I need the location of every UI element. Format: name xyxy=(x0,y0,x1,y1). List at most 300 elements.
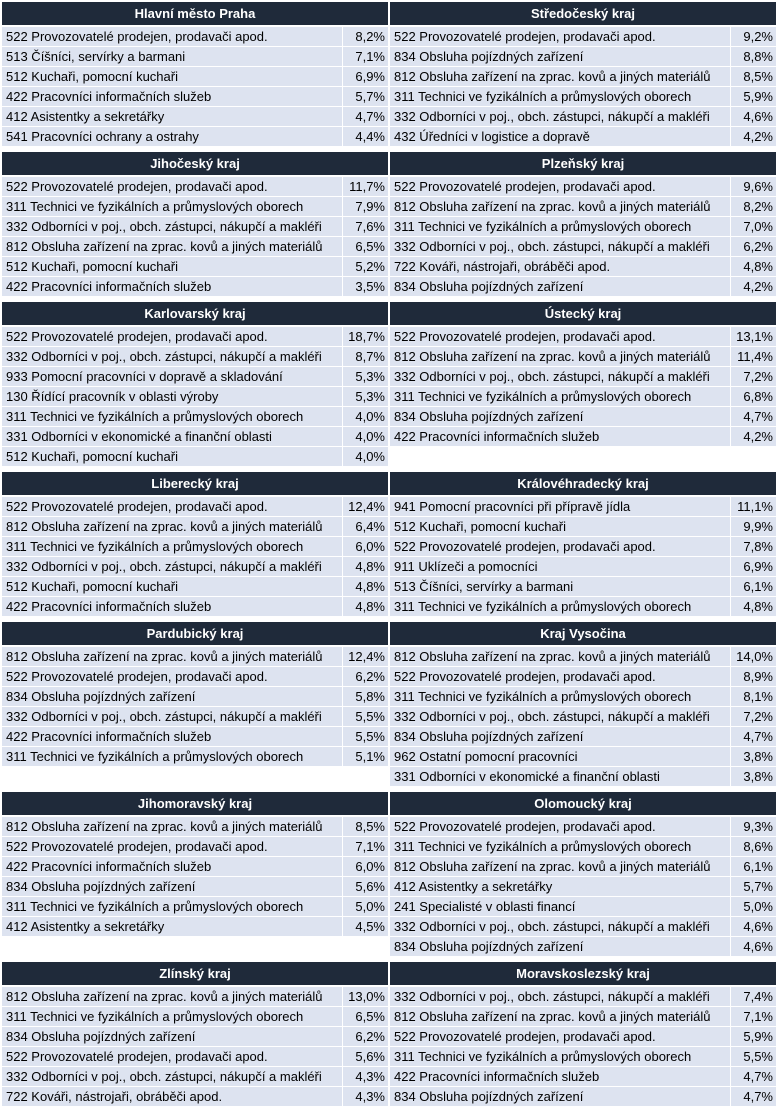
table-row xyxy=(390,1067,776,1087)
share-value: 4,0% xyxy=(343,447,389,467)
share-value: 5,6% xyxy=(343,1047,389,1067)
table-row xyxy=(2,897,388,917)
region-panel xyxy=(2,962,388,1107)
occupation-label: 513 Číšníci, servírky a barmani xyxy=(2,47,343,67)
occupation-label: 412 Asistentky a sekretářky xyxy=(2,917,343,937)
table-row xyxy=(390,667,776,687)
occupation-label: 422 Pracovníci informačních služeb xyxy=(390,427,731,447)
table-row xyxy=(2,917,388,937)
share-value: 7,4% xyxy=(731,987,777,1007)
occupation-label: 311 Technici ve fyzikálních a průmyslových oborech xyxy=(2,747,343,767)
occupation-label: 722 Kováři, nástrojaři, obráběči apod. xyxy=(2,1087,343,1107)
share-value: 4,2% xyxy=(731,427,777,447)
share-value: 4,6% xyxy=(731,917,777,937)
table-row xyxy=(390,107,776,127)
occupation-label: 311 Technici ve fyzikálních a průmyslových oborech xyxy=(2,1007,343,1027)
occupation-label: 941 Pomocní pracovníci při přípravě jídla xyxy=(390,497,731,517)
region-panel xyxy=(390,962,776,1107)
table-row xyxy=(390,817,776,837)
share-value: 6,5% xyxy=(343,237,389,257)
region-panel xyxy=(390,302,776,447)
share-value: 8,7% xyxy=(343,347,389,367)
table-row xyxy=(390,877,776,897)
occupation-label: 332 Odborníci v poj., obch. zástupci, nákupčí a makléři xyxy=(2,1067,343,1087)
share-value: 3,8% xyxy=(731,747,777,767)
region-panel xyxy=(2,152,388,297)
region-title: Jihočeský kraj xyxy=(2,152,388,175)
region-title: Hlavní město Praha xyxy=(2,2,388,25)
region-panel xyxy=(390,792,776,957)
occupation-label: 812 Obsluha zařízení na zprac. kovů a jiných materiálů xyxy=(2,987,343,1007)
occupation-table xyxy=(2,497,388,617)
share-value: 4,8% xyxy=(343,577,389,597)
occupation-label: 311 Technici ve fyzikálních a průmyslových oborech xyxy=(2,197,343,217)
region-panel xyxy=(390,622,776,787)
table-row xyxy=(390,557,776,577)
share-value: 4,5% xyxy=(343,917,389,937)
occupation-label: 834 Obsluha pojízdných zařízení xyxy=(2,877,343,897)
occupation-label: 522 Provozovatelé prodejen, prodavači apod. xyxy=(2,667,343,687)
share-value: 4,2% xyxy=(731,127,777,147)
occupation-label: 422 Pracovníci informačních služeb xyxy=(390,1067,731,1087)
occupation-table xyxy=(390,177,776,297)
share-value: 4,7% xyxy=(731,407,777,427)
occupation-label: 512 Kuchaři, pomocní kuchaři xyxy=(2,447,343,467)
share-value: 9,9% xyxy=(731,517,777,537)
occupation-label: 241 Specialisté v oblasti financí xyxy=(390,897,731,917)
table-row xyxy=(390,687,776,707)
share-value: 8,5% xyxy=(731,67,777,87)
share-value: 4,0% xyxy=(343,407,389,427)
occupation-label: 513 Číšníci, servírky a barmani xyxy=(390,577,731,597)
table-row xyxy=(390,87,776,107)
share-value: 7,0% xyxy=(731,217,777,237)
occupation-label: 311 Technici ve fyzikálních a průmyslových oborech xyxy=(390,837,731,857)
occupation-label: 933 Pomocní pracovníci v dopravě a skladování xyxy=(2,367,343,387)
share-value: 4,7% xyxy=(343,107,389,127)
region-title: Kraj Vysočina xyxy=(390,622,776,645)
occupation-table xyxy=(390,497,776,617)
share-value: 8,1% xyxy=(731,687,777,707)
occupation-label: 834 Obsluha pojízdných zařízení xyxy=(390,47,731,67)
occupation-label: 812 Obsluha zařízení na zprac. kovů a jiných materiálů xyxy=(2,817,343,837)
occupation-label: 311 Technici ve fyzikálních a průmyslových oborech xyxy=(390,217,731,237)
table-row xyxy=(390,27,776,47)
table-row xyxy=(2,277,388,297)
share-value: 18,7% xyxy=(343,327,389,347)
table-row xyxy=(2,447,388,467)
occupation-label: 834 Obsluha pojízdných zařízení xyxy=(2,687,343,707)
occupation-table xyxy=(390,817,776,957)
region-panel xyxy=(2,302,388,467)
table-row xyxy=(390,987,776,1007)
occupation-label: 311 Technici ve fyzikálních a průmyslových oborech xyxy=(2,897,343,917)
table-row xyxy=(2,747,388,767)
share-value: 7,1% xyxy=(343,47,389,67)
table-row xyxy=(390,67,776,87)
share-value: 4,7% xyxy=(731,727,777,747)
share-value: 4,2% xyxy=(731,277,777,297)
share-value: 8,2% xyxy=(731,197,777,217)
region-title: Pardubický kraj xyxy=(2,622,388,645)
occupation-label: 812 Obsluha zařízení na zprac. kovů a jiných materiálů xyxy=(390,857,731,877)
table-row xyxy=(2,1067,388,1087)
share-value: 11,7% xyxy=(343,177,389,197)
occupation-label: 722 Kováři, nástrojaři, obráběči apod. xyxy=(390,257,731,277)
occupation-table xyxy=(390,647,776,787)
table-row xyxy=(2,647,388,667)
region-title: Jihomoravský kraj xyxy=(2,792,388,815)
occupation-label: 522 Provozovatelé prodejen, prodavači apod. xyxy=(2,177,343,197)
table-row xyxy=(390,1007,776,1027)
table-row xyxy=(390,427,776,447)
table-row xyxy=(390,177,776,197)
share-value: 7,1% xyxy=(343,837,389,857)
table-row xyxy=(390,747,776,767)
table-row xyxy=(390,327,776,347)
table-row xyxy=(2,27,388,47)
occupation-label: 311 Technici ve fyzikálních a průmyslových oborech xyxy=(2,537,343,557)
occupation-label: 834 Obsluha pojízdných zařízení xyxy=(390,407,731,427)
occupation-label: 332 Odborníci v poj., obch. zástupci, nákupčí a makléři xyxy=(390,367,731,387)
table-row xyxy=(2,197,388,217)
table-row xyxy=(2,877,388,897)
table-row xyxy=(390,857,776,877)
occupation-label: 422 Pracovníci informačních služeb xyxy=(2,277,343,297)
table-row xyxy=(2,407,388,427)
region-panel xyxy=(390,2,776,147)
share-value: 6,1% xyxy=(731,577,777,597)
table-row xyxy=(390,727,776,747)
occupation-label: 812 Obsluha zařízení na zprac. kovů a jiných materiálů xyxy=(390,1007,731,1027)
occupation-label: 812 Obsluha zařízení na zprac. kovů a jiných materiálů xyxy=(390,197,731,217)
occupation-table xyxy=(390,27,776,147)
share-value: 8,6% xyxy=(731,837,777,857)
occupation-label: 331 Odborníci v ekonomické a finanční oblasti xyxy=(390,767,731,787)
occupation-label: 332 Odborníci v poj., obch. zástupci, nákupčí a makléři xyxy=(2,217,343,237)
occupation-label: 812 Obsluha zařízení na zprac. kovů a jiných materiálů xyxy=(2,517,343,537)
table-row xyxy=(2,1027,388,1047)
occupation-label: 522 Provozovatelé prodejen, prodavači apod. xyxy=(390,177,731,197)
share-value: 5,5% xyxy=(343,707,389,727)
occupation-label: 422 Pracovníci informačních služeb xyxy=(2,87,343,107)
table-row xyxy=(2,667,388,687)
occupation-label: 512 Kuchaři, pomocní kuchaři xyxy=(2,67,343,87)
share-value: 9,2% xyxy=(731,27,777,47)
occupation-label: 332 Odborníci v poj., obch. zástupci, nákupčí a makléři xyxy=(2,557,343,577)
table-row xyxy=(390,387,776,407)
table-row xyxy=(390,407,776,427)
occupation-label: 812 Obsluha zařízení na zprac. kovů a jiných materiálů xyxy=(390,647,731,667)
region-title: Liberecký kraj xyxy=(2,472,388,495)
table-row xyxy=(2,427,388,447)
occupation-label: 541 Pracovníci ochrany a ostrahy xyxy=(2,127,343,147)
share-value: 5,2% xyxy=(343,257,389,277)
occupation-label: 331 Odborníci v ekonomické a finanční oblasti xyxy=(2,427,343,447)
occupation-label: 512 Kuchaři, pomocní kuchaři xyxy=(2,257,343,277)
share-value: 5,9% xyxy=(731,87,777,107)
share-value: 6,0% xyxy=(343,537,389,557)
table-row xyxy=(2,707,388,727)
table-row xyxy=(2,1007,388,1027)
share-value: 5,7% xyxy=(731,877,777,897)
occupation-label: 522 Provozovatelé prodejen, prodavači apod. xyxy=(390,817,731,837)
share-value: 4,7% xyxy=(731,1067,777,1087)
occupation-label: 834 Obsluha pojízdných zařízení xyxy=(2,1027,343,1047)
share-value: 8,2% xyxy=(343,27,389,47)
table-row xyxy=(2,987,388,1007)
occupation-label: 522 Provozovatelé prodejen, prodavači apod. xyxy=(390,327,731,347)
occupation-table xyxy=(390,987,776,1107)
share-value: 8,9% xyxy=(731,667,777,687)
share-value: 9,3% xyxy=(731,817,777,837)
share-value: 11,4% xyxy=(731,347,777,367)
occupation-label: 812 Obsluha zařízení na zprac. kovů a jiných materiálů xyxy=(2,237,343,257)
occupation-label: 332 Odborníci v poj., obch. zástupci, nákupčí a makléři xyxy=(2,347,343,367)
share-value: 7,8% xyxy=(731,537,777,557)
table-row xyxy=(390,647,776,667)
occupation-table xyxy=(390,327,776,447)
occupation-label: 522 Provozovatelé prodejen, prodavači apod. xyxy=(390,537,731,557)
share-value: 7,2% xyxy=(731,707,777,727)
occupation-label: 522 Provozovatelé prodejen, prodavači apod. xyxy=(2,27,343,47)
region-panel xyxy=(2,792,388,937)
occupation-label: 332 Odborníci v poj., obch. zástupci, nákupčí a makléři xyxy=(390,917,731,937)
share-value: 14,0% xyxy=(731,647,777,667)
table-row xyxy=(2,257,388,277)
share-value: 5,5% xyxy=(731,1047,777,1067)
occupation-label: 512 Kuchaři, pomocní kuchaři xyxy=(2,577,343,597)
occupation-label: 422 Pracovníci informačních služeb xyxy=(2,857,343,877)
occupation-label: 522 Provozovatelé prodejen, prodavači apod. xyxy=(390,667,731,687)
occupation-label: 812 Obsluha zařízení na zprac. kovů a jiných materiálů xyxy=(390,347,731,367)
table-row xyxy=(390,707,776,727)
table-row xyxy=(390,897,776,917)
table-row xyxy=(390,577,776,597)
occupation-label: 422 Pracovníci informačních služeb xyxy=(2,727,343,747)
table-row xyxy=(2,177,388,197)
share-value: 6,2% xyxy=(731,237,777,257)
region-title: Zlínský kraj xyxy=(2,962,388,985)
share-value: 7,9% xyxy=(343,197,389,217)
share-value: 4,3% xyxy=(343,1087,389,1107)
table-row xyxy=(390,517,776,537)
occupation-label: 522 Provozovatelé prodejen, prodavači apod. xyxy=(2,837,343,857)
occupation-label: 332 Odborníci v poj., obch. zástupci, nákupčí a makléři xyxy=(390,987,731,1007)
share-value: 7,1% xyxy=(731,1007,777,1027)
table-row xyxy=(2,327,388,347)
share-value: 7,2% xyxy=(731,367,777,387)
share-value: 5,1% xyxy=(343,747,389,767)
table-row xyxy=(390,197,776,217)
occupation-label: 512 Kuchaři, pomocní kuchaři xyxy=(390,517,731,537)
region-title: Královéhradecký kraj xyxy=(390,472,776,495)
share-value: 8,8% xyxy=(731,47,777,67)
table-row xyxy=(390,47,776,67)
table-row xyxy=(2,367,388,387)
table-row xyxy=(2,837,388,857)
share-value: 3,8% xyxy=(731,767,777,787)
table-row xyxy=(390,347,776,367)
share-value: 8,5% xyxy=(343,817,389,837)
table-row xyxy=(390,497,776,517)
table-row xyxy=(390,367,776,387)
region-title: Plzeňský kraj xyxy=(390,152,776,175)
share-value: 13,1% xyxy=(731,327,777,347)
share-value: 4,8% xyxy=(343,597,389,617)
table-row xyxy=(2,517,388,537)
region-title: Ústecký kraj xyxy=(390,302,776,325)
share-value: 6,8% xyxy=(731,387,777,407)
share-value: 4,3% xyxy=(343,1067,389,1087)
table-row xyxy=(2,1047,388,1067)
region-title: Karlovarský kraj xyxy=(2,302,388,325)
table-row xyxy=(2,87,388,107)
table-row xyxy=(390,257,776,277)
table-row xyxy=(390,937,776,957)
occupation-table xyxy=(2,177,388,297)
table-row xyxy=(2,217,388,237)
share-value: 4,6% xyxy=(731,937,777,957)
occupation-label: 911 Uklízeči a pomocníci xyxy=(390,557,731,577)
table-row xyxy=(390,127,776,147)
table-row xyxy=(390,1047,776,1067)
occupation-label: 522 Provozovatelé prodejen, prodavači apod. xyxy=(390,27,731,47)
share-value: 9,6% xyxy=(731,177,777,197)
occupation-label: 432 Úředníci v logistice a dopravě xyxy=(390,127,731,147)
table-row xyxy=(390,917,776,937)
region-panel xyxy=(390,152,776,297)
share-value: 3,5% xyxy=(343,277,389,297)
share-value: 6,9% xyxy=(731,557,777,577)
table-row xyxy=(2,347,388,367)
table-row xyxy=(390,767,776,787)
table-row xyxy=(2,107,388,127)
share-value: 6,2% xyxy=(343,667,389,687)
occupation-table xyxy=(2,327,388,467)
table-row xyxy=(2,687,388,707)
share-value: 6,2% xyxy=(343,1027,389,1047)
occupation-label: 522 Provozovatelé prodejen, prodavači apod. xyxy=(2,1047,343,1067)
share-value: 4,4% xyxy=(343,127,389,147)
share-value: 4,0% xyxy=(343,427,389,447)
share-value: 6,4% xyxy=(343,517,389,537)
occupation-label: 311 Technici ve fyzikálních a průmyslových oborech xyxy=(390,387,731,407)
occupation-label: 130 Řídící pracovník v oblasti výroby xyxy=(2,387,343,407)
share-value: 11,1% xyxy=(731,497,777,517)
region-panel xyxy=(2,622,388,767)
table-row xyxy=(390,277,776,297)
share-value: 7,6% xyxy=(343,217,389,237)
table-row xyxy=(390,837,776,857)
table-row xyxy=(2,47,388,67)
occupation-label: 311 Technici ve fyzikálních a průmyslových oborech xyxy=(390,687,731,707)
share-value: 13,0% xyxy=(343,987,389,1007)
share-value: 5,0% xyxy=(731,897,777,917)
share-value: 5,5% xyxy=(343,727,389,747)
share-value: 6,0% xyxy=(343,857,389,877)
table-row xyxy=(390,537,776,557)
table-row xyxy=(390,1027,776,1047)
region-panel xyxy=(2,472,388,617)
occupation-label: 332 Odborníci v poj., obch. zástupci, nákupčí a makléři xyxy=(390,707,731,727)
occupation-label: 834 Obsluha pojízdných zařízení xyxy=(390,1087,731,1107)
table-row xyxy=(390,217,776,237)
occupation-label: 422 Pracovníci informačních služeb xyxy=(2,597,343,617)
share-value: 6,1% xyxy=(731,857,777,877)
table-row xyxy=(390,237,776,257)
occupation-label: 812 Obsluha zařízení na zprac. kovů a jiných materiálů xyxy=(390,67,731,87)
share-value: 12,4% xyxy=(343,497,389,517)
occupation-label: 834 Obsluha pojízdných zařízení xyxy=(390,727,731,747)
occupation-label: 412 Asistentky a sekretářky xyxy=(390,877,731,897)
occupation-table xyxy=(2,647,388,767)
table-row xyxy=(2,67,388,87)
table-row xyxy=(2,727,388,747)
share-value: 4,8% xyxy=(731,257,777,277)
table-row xyxy=(2,387,388,407)
occupation-label: 834 Obsluha pojízdných zařízení xyxy=(390,937,731,957)
region-title: Moravskoslezský kraj xyxy=(390,962,776,985)
occupation-label: 332 Odborníci v poj., obch. zástupci, nákupčí a makléři xyxy=(2,707,343,727)
share-value: 4,8% xyxy=(343,557,389,577)
table-row xyxy=(2,1087,388,1107)
occupation-table xyxy=(2,987,388,1107)
occupation-label: 412 Asistentky a sekretářky xyxy=(2,107,343,127)
share-value: 5,3% xyxy=(343,387,389,407)
table-row xyxy=(2,127,388,147)
share-value: 4,6% xyxy=(731,107,777,127)
occupation-label: 962 Ostatní pomocní pracovníci xyxy=(390,747,731,767)
table-row xyxy=(2,237,388,257)
table-row xyxy=(390,1087,776,1107)
region-panel xyxy=(390,472,776,617)
occupation-label: 522 Provozovatelé prodejen, prodavači apod. xyxy=(2,327,343,347)
table-row xyxy=(2,537,388,557)
share-value: 6,9% xyxy=(343,67,389,87)
share-value: 5,3% xyxy=(343,367,389,387)
table-row xyxy=(2,817,388,837)
occupation-label: 812 Obsluha zařízení na zprac. kovů a jiných materiálů xyxy=(2,647,343,667)
occupation-table xyxy=(2,27,388,147)
table-row xyxy=(2,857,388,877)
occupation-label: 332 Odborníci v poj., obch. zástupci, nákupčí a makléři xyxy=(390,107,731,127)
share-value: 4,8% xyxy=(731,597,777,617)
occupation-table xyxy=(2,817,388,937)
occupation-label: 522 Provozovatelé prodejen, prodavači apod. xyxy=(390,1027,731,1047)
region-title: Olomoucký kraj xyxy=(390,792,776,815)
share-value: 5,8% xyxy=(343,687,389,707)
share-value: 12,4% xyxy=(343,647,389,667)
share-value: 5,0% xyxy=(343,897,389,917)
table-row xyxy=(2,497,388,517)
occupation-label: 311 Technici ve fyzikálních a průmyslových oborech xyxy=(390,87,731,107)
region-panel xyxy=(2,2,388,147)
table-row xyxy=(2,577,388,597)
occupation-label: 311 Technici ve fyzikálních a průmyslových oborech xyxy=(390,597,731,617)
occupation-label: 332 Odborníci v poj., obch. zástupci, nákupčí a makléři xyxy=(390,237,731,257)
share-value: 6,5% xyxy=(343,1007,389,1027)
occupation-label: 311 Technici ve fyzikálních a průmyslových oborech xyxy=(390,1047,731,1067)
table-row xyxy=(2,597,388,617)
share-value: 5,6% xyxy=(343,877,389,897)
share-value: 4,7% xyxy=(731,1087,777,1107)
occupation-label: 834 Obsluha pojízdných zařízení xyxy=(390,277,731,297)
table-row xyxy=(390,597,776,617)
occupation-label: 311 Technici ve fyzikálních a průmyslových oborech xyxy=(2,407,343,427)
table-row xyxy=(2,557,388,577)
share-value: 5,7% xyxy=(343,87,389,107)
